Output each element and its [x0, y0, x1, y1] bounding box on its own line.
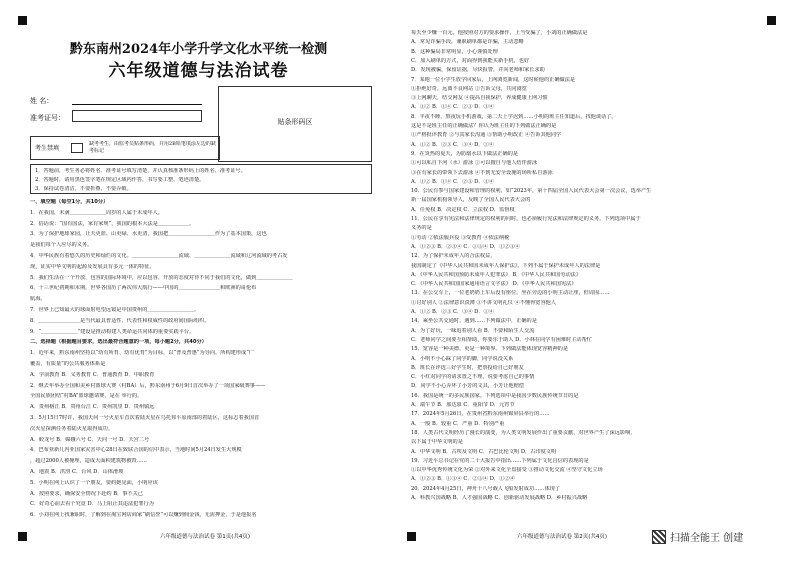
- question-line: 以下属于中华文明的是: [411, 439, 463, 446]
- question-line: A．①② B．①④ C．②③ D．③④: [411, 178, 494, 185]
- question-line: B．班长在评选三好学生时，把票投给自己好朋友: [411, 364, 524, 371]
- question-line: ①劳动 ②依法服兵役 ③受教育 ④依法纳税: [411, 234, 510, 241]
- question-line: 全国民族团结“村BA”篮球邀请赛，是在 举行的。: [30, 393, 143, 400]
- question-line: 12．为了保护未成年人的合法权益，: [411, 253, 496, 260]
- question-line: 9．“＿＿＿＿＿＿＿”建设是推动构建人类命运共同体的重要实践平台。: [30, 328, 195, 335]
- notes-box: [30, 164, 372, 194]
- registration-mark: [18, 16, 27, 25]
- question-line: ①以中华优秀传统文化为荣 ②对外来文化全盘接受 ③推动文化交流 ④坚守文化立场: [411, 467, 603, 474]
- barcode-area: [218, 86, 372, 162]
- question-line: ③在有家长的带领下去游泳 ④不到无安全设施的场所私自游泳: [411, 169, 553, 176]
- note-line: 2．答题时，请用黑色签字笔在规定区域内作答，书写要工整、笔迹清楚。: [35, 177, 205, 183]
- question-line: 20．2024年4月25日，神舟十八号载人飞船发射成功……体现了: [411, 485, 561, 492]
- question-line: 7．世界上已知最大的球面射电望远镜是中国贵州的＿＿＿＿＿＿＿＿＿。: [30, 307, 200, 313]
- question-line: ①可以私自下河（水）游泳 ②可以擅自与他人结伴游泳: [411, 160, 538, 167]
- question-line: A．常见诈骗手段，兼职刷单都是诈骗，主动忽略: [411, 39, 524, 46]
- question-line: 是我们每个人应尽的义务。: [30, 242, 93, 249]
- exam-page-2: [397, 0, 794, 561]
- camscanner-logo-icon: [652, 530, 666, 544]
- question-line: 1．在我国，未满＿＿＿＿＿＿＿周岁的人属于未成年人。: [30, 209, 163, 216]
- question-line: 7．某地一位小学生放学回家后，上网浏览新闻，这时候他的正确做法是: [411, 76, 576, 83]
- question-line: 8．半夜不睡，熬夜玩手机游戏，第二天上学迟到……小明的班主任知道后，找他谈话了。: [411, 113, 617, 120]
- question-line: 6．十三世纪初期和末期，世界各国历了两次伟大航行——中国的＿＿＿＿＿＿＿＿和欧洲的哥伦布: [30, 285, 257, 292]
- scanner-watermark: [652, 529, 743, 544]
- question-line: A．地震 B．洪涝 C．台风 D．山体滑坡: [30, 469, 124, 475]
- question-line: 14．乘坐公共交通时，遇到……下列做法中，正确的是: [411, 318, 537, 325]
- question-line: A．按照要求，确保安全情况下赴约 B．事不关己: [30, 490, 143, 497]
- registration-mark: [767, 16, 776, 25]
- question-line: B．这种骗局非常明显，小心谨慎处理: [411, 48, 498, 55]
- question-line: C．老师同学之间要互相帮助，你要乐于助人 D．小林在同学有困难时主动帮忙: [411, 336, 592, 343]
- question-line: 18．人类古代文明经历了漫长的演变，为人类文明发展作出了重要贡献，对世界产生了深远影响，: [411, 429, 636, 436]
- question-line: 现，证实中华文明的起源及发展具有多元一体的特征。: [30, 263, 155, 270]
- page-footer: 六年级道德与法治试卷 第1页(共4页): [160, 534, 251, 540]
- ticket-number-grid[interactable]: [72, 110, 202, 122]
- question-line: A．科教兴国战略 B．人才强国战略 C．创新驱动发展战略 D．乡村振兴战略: [411, 495, 588, 501]
- question-line: D．同学不小心弄坏了小芳的文具，小芳让他赔偿: [411, 383, 525, 390]
- question-line: A．端午节 B．那达慕 C．重阳节 D．元宵节: [411, 402, 515, 408]
- question-line: ①拒绝好奇，远离不良网站 ②告诉父母，共同浏览: [411, 85, 527, 92]
- question-line: A．一般 B．较重 C．严重 D．特别严重: [411, 420, 505, 427]
- question-line: A．任免权 B．决定权 C．立法权 D．监督权: [411, 206, 515, 213]
- question-line: C．《中华人民共和国国家通用语言文字法》 D．《中华人民共和国宪法》: [411, 281, 577, 288]
- question-line: A．蛟龙号 B．嫦娥六号 C．天问一号 D．天宫二号: [30, 436, 150, 443]
- question-line: A．①② B．①④ C．②③ D．③④: [411, 104, 494, 111]
- question-line: 每天至少赚一百元，他按照对方的要求操作，上当受骗了，小刘的正确做法是: [411, 30, 588, 36]
- question-line: 2．俗话说：“国有国法，家有家规”，我国的根本大法是＿＿＿＿＿＿。: [30, 220, 195, 227]
- ticket-label: 准考证号：: [30, 114, 65, 122]
- name-label: 姓 名：: [30, 97, 54, 105]
- absent-checkbox[interactable]: [71, 143, 83, 153]
- candidate-box: [30, 136, 220, 160]
- question-line: 5．小明在网上认识了一个朋友，要约她见面，小明应该: [30, 479, 158, 486]
- question-line: ③上网聊天，结交网友 ④提高自我保护，养成健康上网习惯: [411, 95, 548, 102]
- question-line: 4．巴布亚新几内亚国家灾害中心28日在致联合国的信中表示，当地时间5月24日发生大规模: [30, 447, 242, 454]
- question-line: A．中华文明 B．古埃及文明 C．古巴比伦文明 D．古印度文明: [411, 448, 557, 455]
- question-line: 覆盖、有质量”的公共服务体系是: [30, 361, 106, 367]
- question-line: A．学前教育 B．义务教育 C．普通教育 D．中职教育: [30, 371, 155, 378]
- registration-mark: [407, 532, 416, 541]
- question-line: 10．公民有参与国家建设和管理的权利，如“2023年，第十四届全国人民代表大会第一次会议，选举产生: [411, 188, 652, 195]
- question-line: A．小明不小心踩了同学的脚，同学说没关系: [411, 355, 514, 362]
- question-line: 11．公民在享有宪法和法律规定的权利的同时，也必须履行宪法和法律规定的义务。下列选项中属于: [411, 216, 641, 222]
- question-line: C．加入刷单的方式，对面得到我能买新手机，也好: [411, 57, 530, 64]
- question-line: 17．2024年5月26日，在贵州省黔东南州锦屏县举行的……: [411, 411, 550, 418]
- exam-subtitle: 六年级道德与法治试卷: [108, 61, 289, 81]
- registration-mark: [18, 532, 27, 541]
- question-line: ，超过2000人被掩埋，造成大面积建筑物被毁……: [30, 458, 147, 465]
- question-line: 这是不是班主任的正确做法？你认为班主任的下列做法正确的是: [411, 123, 557, 129]
- note-line: 1．答题前，考生务必将姓名、准考证号填写清楚，并认真核准条形码上的姓名、准考证号。: [35, 168, 246, 174]
- question-line: ①严格批评教育 ②与其家长沟通 ③帮助小明改正 ④告诉其他同学: [411, 132, 562, 139]
- question-line: 航海。: [30, 296, 46, 303]
- barcode-label: 贴条形码区: [277, 118, 313, 126]
- exam-title: 黔东南州2024年小学升学文化水平统一检测: [69, 42, 328, 57]
- question-line: 2．继去年举办全国和美乡村篮球大赛（村BA）后，黔东南州于6月9日首次举办了一项国家级赛事——: [30, 382, 266, 389]
- question-line: 8．＿＿＿＿＿＿＿＿是当代最具普适性、代表性和权威性的政府间国际组织。: [30, 317, 210, 324]
- question-line: 次火星探测任务着陆火星取得成功。: [30, 425, 114, 432]
- question-line: 义务的是: [411, 225, 432, 232]
- question-line: C．好奇心前去看个究竟 D．马上阻止其违法犯罪行为: [30, 501, 154, 508]
- question-line: 16．我国是统一的多民族国家。下列选项中是我国少数民族传统节日的是: [411, 392, 579, 399]
- question-line: A．①②③ B．②③④ C．①③④ D．①②③④: [411, 243, 520, 250]
- question-line: 15．宽容是一种美德，更是一种境界。下列做法能体现宽容精神的是: [411, 346, 569, 353]
- note-line: 3．保持试卷清洁，不要折叠、不要弄破。: [35, 186, 132, 192]
- question-line: C．小红对同学的请求置之不理，说要考虑自己的事情: [411, 374, 535, 381]
- question-line: A．①② B．②③ C．③④ D．①④: [411, 141, 494, 148]
- question-line: 3．为了保护地球家园，让天更蓝、山更绿、水更清，我国把＿＿＿＿＿＿＿＿＿作为了基本国策，这也: [30, 231, 267, 238]
- question-line: A．《中华人民共和国预防未成年人犯罪法》 B．《中华人民共和国劳动法》: [411, 271, 582, 278]
- question-line: 13．在公交车上，一位老奶奶上车后没有座位，坐在旁边的小明主动让座，但周围……: [411, 290, 610, 297]
- question-line: 新一届国家机构领导人，反映了全国人民代表大会的: [411, 197, 531, 204]
- question-line: 3．5月15日7时许，我国天问一号火星车首次着陆火星在乌托邦平原南部的着陆区，这标志着我国首: [30, 415, 260, 421]
- question-line: D．发现被骗，保留证据，尽快报警，并向老师和家长求助: [411, 67, 545, 74]
- scanner-text: 扫描全能王 创建: [670, 533, 744, 544]
- question-line: 1．近年来，黔东南州坚持以“幼有所育、幼有优育”为目标，以“普及普惠”为导向，所构建形成“广: [30, 350, 255, 357]
- question-line: 9．在炎热的夏天，为防溺水以下做法正确的是: [411, 150, 519, 157]
- question-line: ①讨好别人 ②法律意识淡薄 ③不讲文明礼仪 ④不懂得宽容他人: [411, 299, 557, 306]
- question-line: 一、填空题（每空1分，共10分）: [30, 199, 109, 205]
- question-line: 4．中华民族有着悠久的历史和灿烂的文化。＿＿＿＿＿＿＿＿＿流域、＿＿＿＿＿＿＿流域和辽河流域的考古发: [30, 253, 288, 259]
- question-line: A．为了好玩，一味追着别人看 B．不要和陌生人交流: [411, 327, 535, 334]
- question-line: 5．我们生活在一个开放、包容的国际环境中，应以包容、开放的态度对待不同于我们的文化，做到＿＿＿＿＿＿＿: [30, 274, 293, 281]
- question-line: A．①②③ B．①③④ C．②③④ D．①②④: [411, 476, 515, 483]
- question-line: 我国制定了《中华人民共和国未成年人保护法》。下列不属于保护未成年人的法律是: [411, 262, 601, 269]
- question-line: 二、选择题（根据题目要求，选出最符合题意的一项，每小题2分，共40分）: [30, 339, 207, 346]
- absent-note: 缺考考生，由监考员贴条形码，并用2B铅笔填涂左边的缺考标记: [89, 141, 216, 154]
- name-line[interactable]: [72, 104, 202, 105]
- question-line: A．①② B．②③ C．③④ D．①④: [411, 309, 494, 315]
- question-line: 19．习近平总书记在党的二十大报告中指出……下列属于文化自信的表现的是: [411, 457, 589, 464]
- page-footer: 六年级道德与法治试卷 第2页(共4页): [517, 534, 608, 540]
- candidate-label: 考生禁填: [35, 145, 60, 152]
- question-line: 6．小刘在网上找兼职时，了解到在淘宝网店商家“刷信誉”可以赚到佣金钱，无需押金，于是他报名: [30, 512, 257, 519]
- question-line: A．贵州榕江 B．贵州台江 C．贵州凯里 D．贵州镇远: [30, 404, 155, 411]
